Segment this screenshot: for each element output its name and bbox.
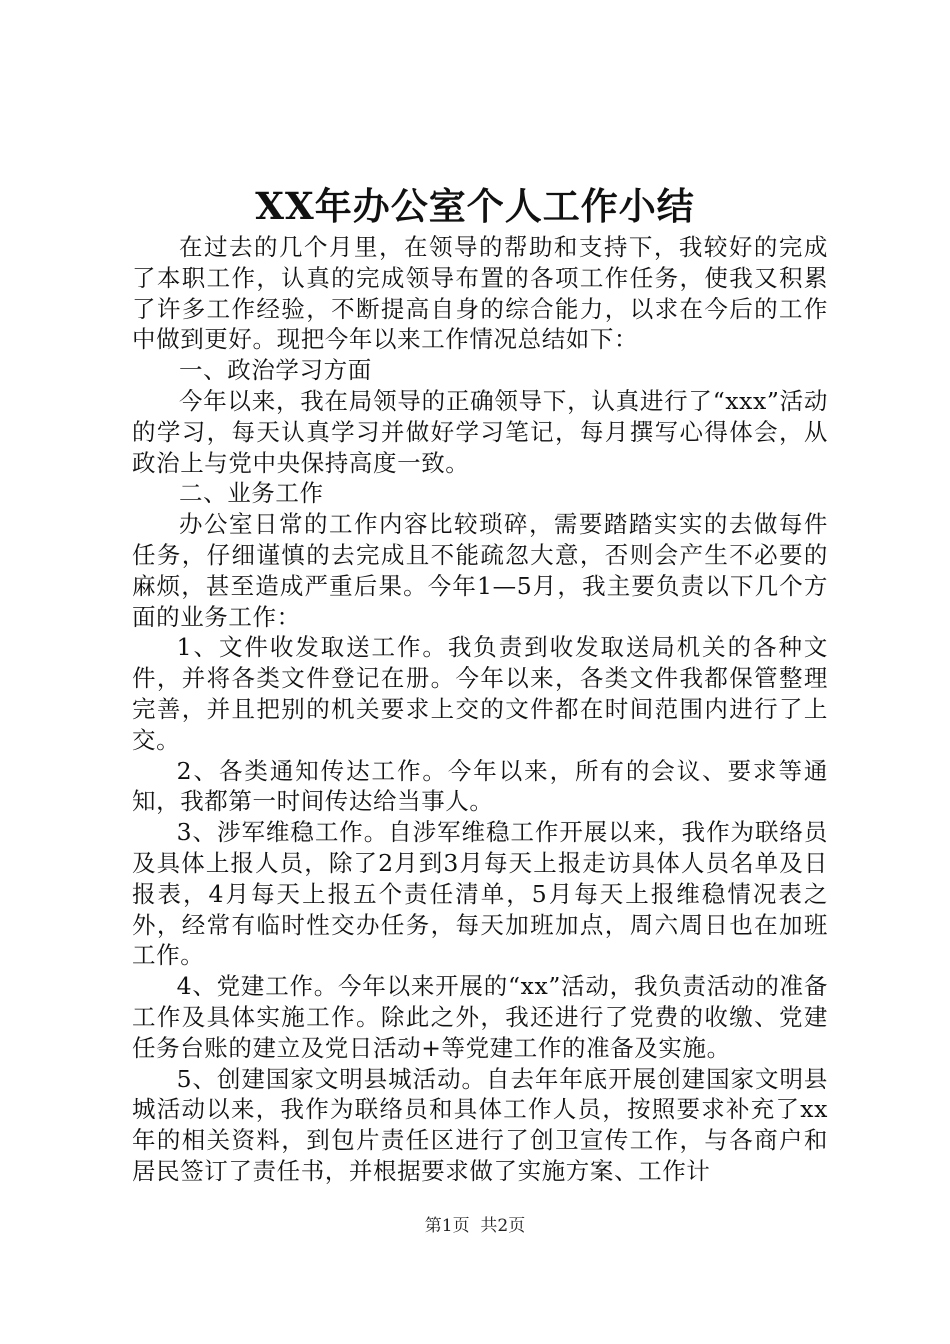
list-item-notice-delivery: 2、各类通知传达工作。今年以来，所有的会议、要求等通知，我都第一时间传达给当事人。 — [132, 756, 828, 816]
page-footer — [0, 1215, 950, 1237]
page-number: 第1页 — [424, 1216, 470, 1236]
section-heading-political-study: 一、政治学习方面 — [179, 356, 372, 385]
business-work-paragraph: 办公室日常的工作内容比较琐碎，需要踏踏实实的去做每件任务，仔细谨慎的去完成且不能疏忽大意，否则会产生不必要的麻烦，甚至造成严重后果。今年1—5月，我主要负责以下几个方面的业务工作： — [132, 510, 828, 631]
intro-paragraph: 在过去的几个月里，在领导的帮助和支持下，我较好的完成了本职工作，认真的完成领导布置的各项工作任务，使我又积累了许多工作经验，不断提高自身的综合能力，以求在今后的工作中做到更好。现把今年以来工作情况总结如下： — [132, 233, 828, 354]
political-study-paragraph: 今年以来，我在局领导的正确领导下，认真进行了“xxx”活动的学习，每天认真学习并做好学习笔记，每月撰写心得体会，从政治上与党中央保持高度一致。 — [132, 386, 828, 477]
page-total: 共2页 — [480, 1216, 526, 1236]
list-item-civilized-county: 5、创建国家文明县城活动。自去年年底开展创建国家文明县城活动以来，我作为联络员和具体工作人员，按照要求补充了xx年的相关资料，到包片责任区进行了创卫宣传工作，与各商户和居民签订了责任书，并根据要求做了实施方案、工作计 — [132, 1064, 828, 1185]
list-item-military-stability: 3、涉军维稳工作。自涉军维稳工作开展以来，我作为联络员及具体上报人员，除了2月到3月每天上报走访具体人员名单及日报表，4月每天上报五个责任清单，5月每天上报维稳情况表之外，经常有临时性交办任务，每天加班加点，周六周日也在加班工作。 — [132, 818, 828, 970]
list-item-party-building: 4、党建工作。今年以来开展的“xx”活动，我负责活动的准备工作及具体实施工作。除此之外，我还进行了党费的收缴、党建任务台账的建立及党日活动+等党建工作的准备及实施。 — [132, 972, 828, 1062]
section-heading-business-work: 二、业务工作 — [179, 479, 324, 508]
document-body — [132, 232, 828, 1187]
document-title: XX年办公室个人工作小结 — [255, 184, 695, 228]
list-item-document-handling: 1、文件收发取送工作。我负责到收发取送局机关的各种文件，并将各类文件登记在册。今年以来，各类文件我都保管整理完善，并且把别的机关要求上交的文件都在时间范围内进行了上交。 — [132, 633, 828, 754]
